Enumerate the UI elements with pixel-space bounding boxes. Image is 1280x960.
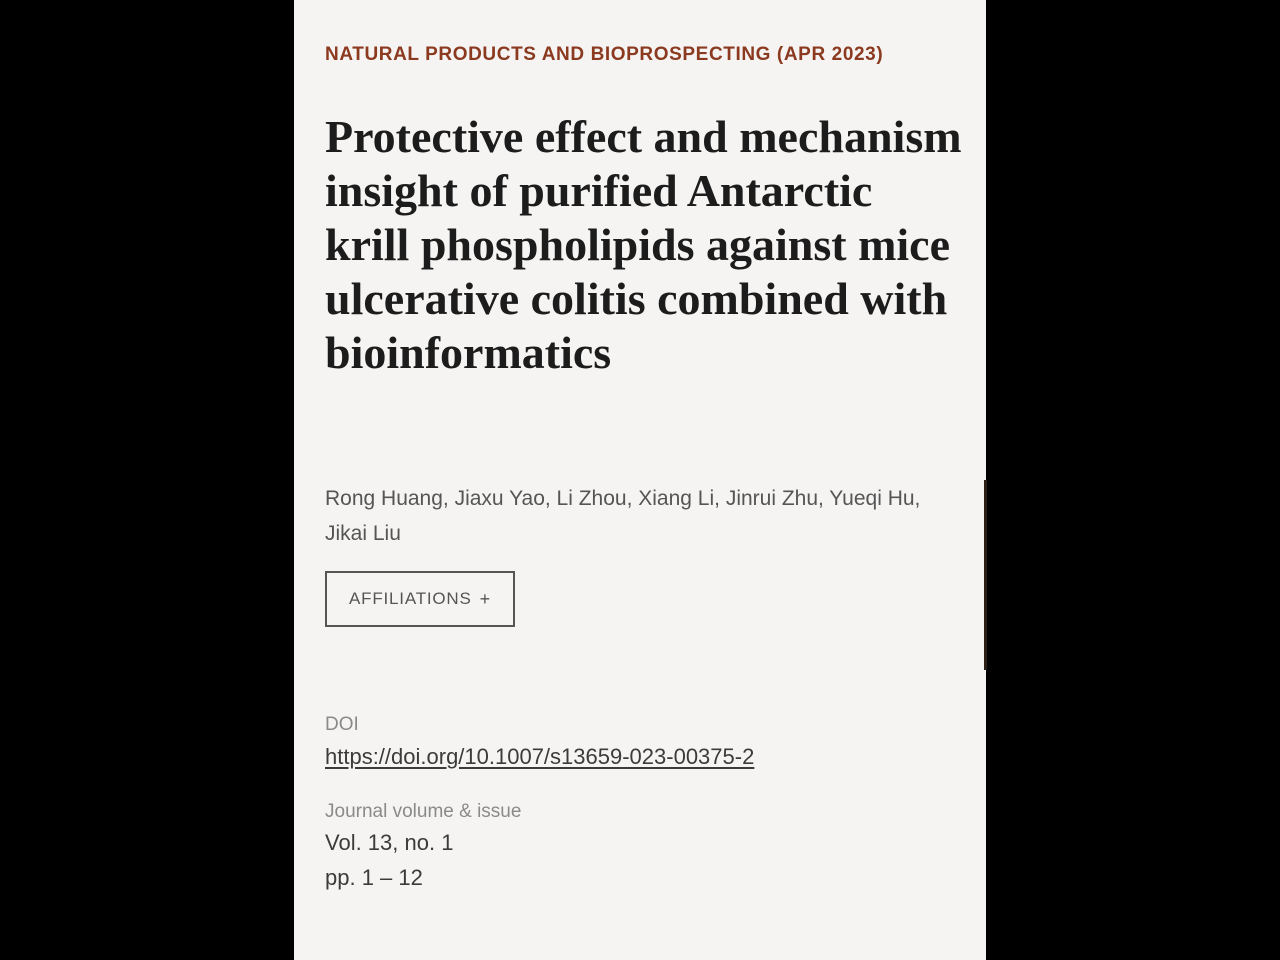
author-list: Rong Huang, Jiaxu Yao, Li Zhou, Xiang Li, Jinrui Zhu, Yueqi Hu, Jikai Liu xyxy=(325,487,921,545)
article-card xyxy=(294,0,986,960)
page-range: pp. 1 – 12 xyxy=(325,865,423,890)
plus-icon: + xyxy=(479,589,491,609)
affiliations-button[interactable] xyxy=(325,571,515,627)
volume-number: Vol. 13, no. 1 xyxy=(325,830,454,855)
card-edge-divider xyxy=(984,480,987,670)
journal-name[interactable]: NATURAL PRODUCTS AND BIOPROSPECTING (APR 2023) xyxy=(325,44,884,65)
issue-label: Journal volume & issue xyxy=(325,801,522,822)
article-title: Protective effect and mechanism insight of purified Antarctic krill phospholipids against mice ulcerative colitis combined with bioinformatics xyxy=(325,111,962,378)
doi-link[interactable]: https://doi.org/10.1007/s13659-023-00375-2 xyxy=(325,744,755,769)
doi-label: DOI xyxy=(325,714,359,735)
affiliations-label: AFFILIATIONS xyxy=(349,589,472,608)
